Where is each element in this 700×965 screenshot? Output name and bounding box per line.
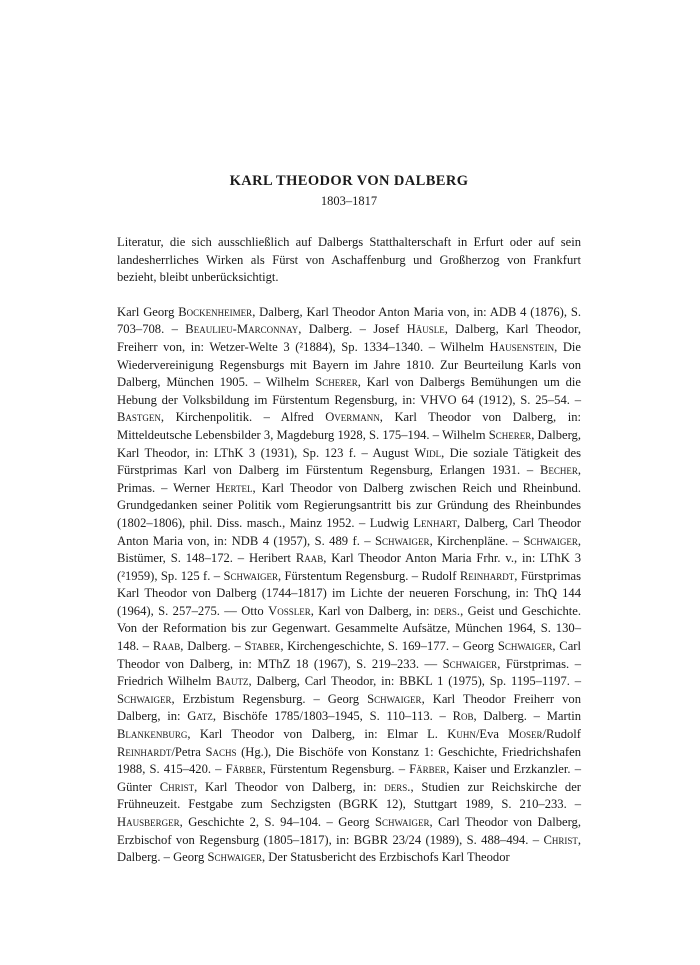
citation-text: , Erzbistum Regensburg. – Georg (171, 691, 368, 706)
author-name: Bastgen (117, 410, 161, 425)
author-name: Christ (159, 779, 195, 794)
citation-text: , Karl Theodor Anton Maria Frhr. v., in: LThK 3 (²1959), Sp. 125 f. – (117, 551, 581, 583)
author-name: Schwaiger (117, 691, 172, 706)
author-name: Bockenheimer (178, 304, 253, 319)
citation-text: , Dalberg, Carl Theodor, in: BBKL 1 (1975), Sp. 1195–1197. – (248, 674, 581, 689)
citation-text: , Kirchengeschichte, S. 169–177. – Georg (280, 639, 498, 654)
citation-text: , Karl Theodor von Dalberg, in: Mitteldeutsche Lebensbilder 3, Magdeburg 1928, S. 175–194. – Wilhelm (117, 410, 581, 442)
author-name: Blankenburg (117, 727, 188, 742)
author-name: Christ (543, 832, 578, 847)
citation-text: , Kirchenpolitik. – Alfred (160, 410, 326, 425)
author-name: Schwaiger (367, 691, 422, 706)
author-name: Kuhn (447, 727, 476, 742)
author-name: Overmann (325, 410, 380, 425)
citation-text: /Rudolf (542, 727, 581, 742)
author-name: Moser (508, 727, 543, 742)
author-name: Raab (295, 551, 324, 566)
author-name: Staber (244, 639, 281, 654)
author-name: ders. (384, 779, 411, 794)
citation-text: , Die Wiedervereinigung Regensburgs mit Bayern im Jahre 1810. Zur Beurteilung Karls von Dalberg, München 1905. – Wilhelm (117, 339, 582, 390)
author-name: Gatz (187, 709, 213, 724)
author-name: Lenhart (413, 515, 457, 530)
author-name: Scherer (488, 427, 532, 442)
author-name: Raab (152, 639, 181, 654)
citation-text: , Karl von Dalberg, in: (310, 603, 434, 618)
intro-paragraph: Literatur, die sich ausschließlich auf Dalbergs Statthalterschaft in Erfurt oder auf sein landesherrliches Wirken als Fürst von Aschaffenburg und Großherzog von Frankfurt bezieht, bleibt unberücksichtigt. (117, 235, 581, 285)
author-name: Färber (225, 762, 263, 777)
citation-text: , Geschichte 2, S. 94–104. – Georg (179, 815, 375, 829)
citation-text: Karl Georg (117, 304, 179, 319)
citation-text: , Studien zur Reichskirche der Frühneuzeit. Festgabe zum Sechzigsten (BGRK 12), Stuttgart 1989, S. 210–233. – (117, 779, 581, 812)
author-name: Schwaiger (375, 533, 430, 548)
citation-text: , Dalberg. – Josef (298, 322, 407, 337)
author-name: Reinhardt (117, 744, 172, 759)
author-name: Hertel (215, 480, 253, 495)
author-name: Sachs (205, 744, 237, 759)
author-name: Schwaiger (442, 656, 498, 671)
citation-text: , Dalberg. – Georg (117, 832, 581, 865)
citation-text: , Primas. – Werner (117, 463, 581, 495)
author-name: Häusle (406, 322, 445, 337)
citation-text: , Carl Theodor von Dalberg, in: MThZ 18 (1967), S. 219–233. — (117, 639, 581, 671)
author-name: Schwaiger (523, 533, 578, 548)
author-name: Schwaiger (223, 568, 278, 583)
citation-text: (Hg.), Die Bischöfe von Konstanz 1: Geschichte, Friedrichshafen 1988, S. 415–420. – (117, 744, 582, 777)
citation-text: , Fürstprimas Karl Theodor von Dalberg (1744–1817) im Lichte der neueren Forschung, in: ThQ 144 (1964), S. 257–275. — Otto (117, 568, 581, 618)
author-name: Schwaiger (375, 815, 430, 829)
author-name: ders. (433, 603, 461, 618)
citation-text: , Dalberg, Carl Theodor Anton Maria von, in: NDB 4 (1957), S. 489 f. – (117, 515, 581, 548)
citation-text: , Karl Theodor von Dalberg zwischen Reich und Rheinbund. Grundgedanken seiner Politik vom Regierungsantritt bis zur Gründung des Rheinbundes (1802–1806), phil. Diss. masch., Mainz 1952. – Ludwig (117, 480, 582, 530)
author-name: Hausenstein (489, 339, 555, 354)
citation-text: , Die soziale Tätigkeit des Fürstprimas Karl von Dalberg im Fürstentum Regensburg, Erlangen 1931. – (117, 445, 581, 478)
citation-text: , Fürstentum Regensburg. – Rudolf (278, 568, 460, 583)
citation-text: , Kaiser und Erzkanzler. – Günter (117, 762, 581, 794)
citation-text: , Fürstprimas. – Friedrich Wilhelm (117, 656, 581, 689)
citation-text: /Petra (171, 744, 206, 759)
citation-text: /Eva (475, 727, 509, 742)
citation-text: , Der Statusbericht des Erzbischofs Karl Theodor (261, 850, 510, 865)
page-subtitle-dates: 1803–1817 (320, 194, 378, 208)
author-name: Scherer (315, 375, 358, 390)
citation-text: , Fürstentum Regensburg. – (262, 762, 410, 777)
citation-text: , Dalberg. – (180, 639, 245, 654)
citation-text: , Karl Theodor von Dalberg, in: (194, 779, 385, 794)
citation-text: , Geist und Geschichte. Von der Reformation bis zur Gegenwart. Gesammelte Aufsätze, München 1964, S. 130–148. – (117, 603, 582, 654)
citation-text: , Dalberg, Karl Theodor Anton Maria von, in: ADB 4 (1876), S. 703–708. – (117, 304, 581, 337)
citation-text: , Kirchenpläne. – (429, 533, 524, 548)
citation-text: , Bischöfe 1785/1803–1945, S. 110–113. – (212, 709, 453, 724)
author-name: Vossler (268, 603, 311, 618)
citation-text: , Dalberg, Karl Theodor, in: LThK 3 (1931), Sp. 123 f. – August (117, 427, 581, 460)
author-name: Beaulieu-Marconnay (185, 322, 299, 337)
citation-text: , Karl von Dalbergs Bemühungen um die Hebung der Volksbildung im Fürstentum Regensburg, in: VHVO 64 (1912), S. 25–54. – (117, 375, 581, 407)
author-name: Färber (409, 762, 447, 777)
author-name: Rob (452, 709, 474, 724)
citation-text: , Bistümer, S. 148–172. – Heribert (117, 533, 581, 566)
author-name: Widl (414, 445, 442, 460)
page-title: KARL THEODOR VON DALBERG (229, 173, 469, 189)
author-name: Schwaiger (497, 639, 553, 654)
author-name: Becher (539, 463, 578, 478)
author-name: Bautz (216, 674, 249, 689)
page-content (117, 172, 581, 867)
author-name: Reinhardt (459, 568, 515, 583)
citation-text: , Karl Theodor Freiherr von Dalberg, in: (117, 691, 581, 724)
citation-text: , Dalberg. – Martin (473, 709, 581, 724)
author-name: Hausberger (117, 815, 180, 829)
bibliography-paragraph (117, 304, 581, 867)
author-name: Schwaiger (207, 850, 262, 865)
citation-text: , Dalberg, Karl Theodor, Freiherr von, in: Wetzer-Welte 3 (²1884), Sp. 1334–1340. – Wilhelm (117, 322, 581, 354)
citation-text: , Carl Theodor von Dalberg, Erzbischof von Regensburg (1805–1817), in: BGBR 23/24 (1989), S. 488–494. – (117, 815, 581, 847)
citation-text: , Karl Theodor von Dalberg, in: Elmar L. (187, 727, 448, 742)
